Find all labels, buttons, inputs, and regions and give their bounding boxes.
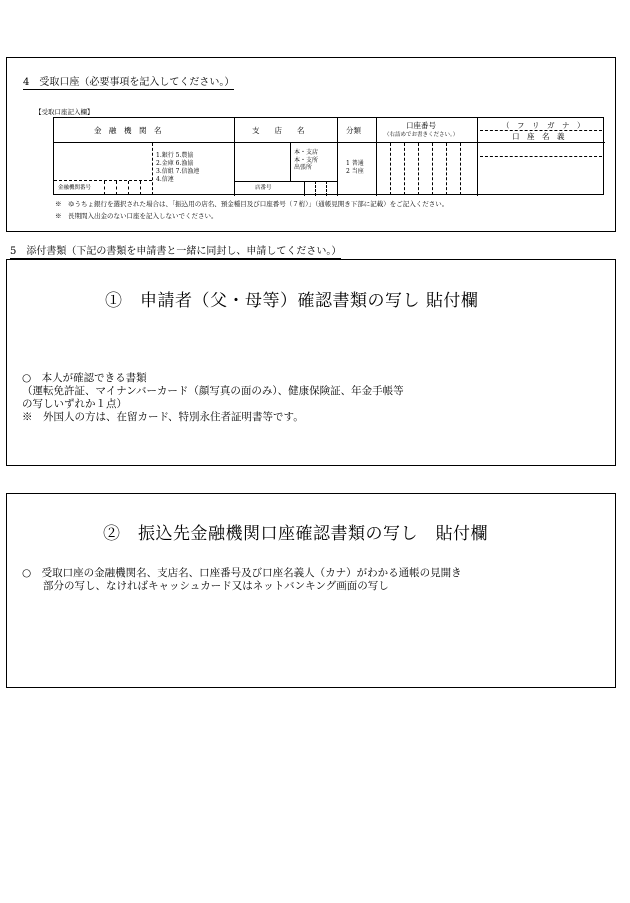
col-account-number-note: （右詰めでお書きください。） — [384, 132, 459, 138]
branch-type-options: 本・支店 本・支所 出張所 — [294, 149, 319, 171]
col-account-holder: 口 座 名 義 — [512, 132, 565, 141]
branch-code-label: 店番号 — [255, 185, 272, 191]
section5-heading: 5 添付書類（下記の書類を申請書と一緒に同封し、申請してください。） — [10, 246, 342, 257]
bank-type-options: 1.銀行 5.農協 2.金庫 6.漁協 3.信組 7.信漁連 4.信連 — [156, 152, 200, 183]
account-table — [53, 117, 604, 195]
note-dormant: ※ 長期間入出金のない口座を記入しないでください。 — [55, 212, 218, 220]
applicant-id-paste-title: ① 申請者（父・母等）確認書類の写し 貼付欄 — [105, 291, 479, 311]
section4-heading: 4 受取口座（必要事項を記入してください。） — [23, 77, 235, 88]
category-options: 1 普通 2 当座 — [346, 160, 364, 175]
bank-account-paste-title: ② 振込先金融機関口座確認書類の写し 貼付欄 — [103, 524, 488, 544]
col-furigana: （ フ リ ガ ナ ） — [502, 121, 585, 130]
col-branch-name: 支 店 名 — [252, 126, 305, 135]
bank-code-label: 金融機関番号 — [58, 185, 92, 191]
note-yucho: ※ ゆうちょ銀行を選択された場合は、「振込用の店名、預金種目及び口座番号（７桁）」（通帳見開き下部に記載）をご記入ください。 — [55, 200, 449, 208]
col-account-number: 口座番号 — [406, 121, 436, 130]
col-category: 分類 — [346, 126, 361, 135]
bank-account-instructions: ○ 受取口座の金融機関名、支店名、口座番号及び口座名義人（カナ）がわかる通帳の見開き 部分の写し、なければキャッシュカード又はネットバンキング画面の写し — [22, 567, 462, 592]
account-entry-label: 【受取口座記入欄】 — [35, 108, 94, 116]
applicant-id-instructions: ○ 本人が確認できる書類 （運転免許証、マイナンバーカード（顔写真の面のみ）、健康保険証、年金手帳等 の写しいずれか１点） ※ 外国人の方は、在留カード、特別永住者証明書等です。 — [22, 372, 404, 423]
col-bank-name: 金 融 機 関 名 — [94, 126, 162, 135]
